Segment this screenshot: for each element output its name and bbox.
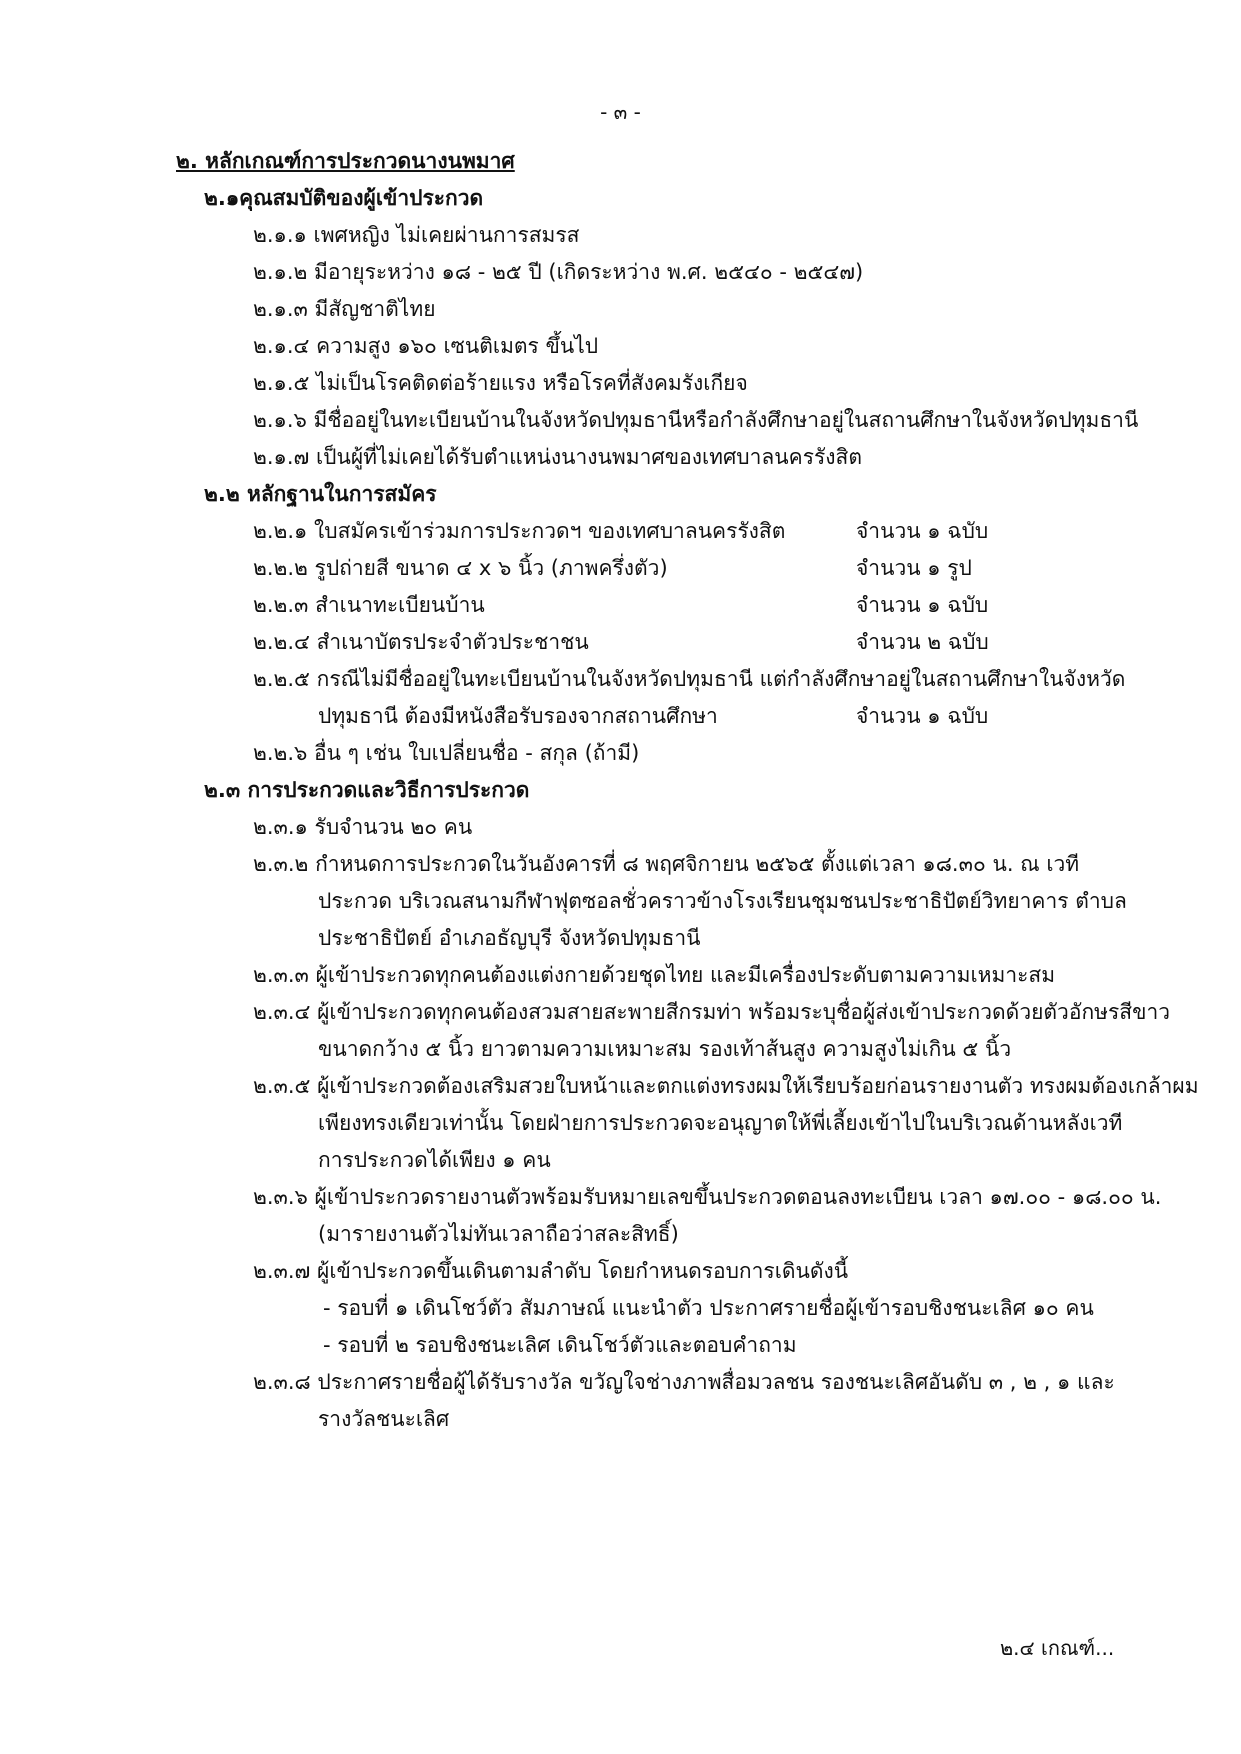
list-item: ๒.๑.๗ เป็นผู้ที่ไม่เคยได้รับตำแหน่งนางนพมาศของเทศบาลนครรังสิต	[253, 445, 862, 469]
list-item: ๒.๓.๑ รับจำนวน ๒๐ คน	[253, 815, 473, 839]
list-item: ๒.๑.๔ ความสูง ๑๖๐ เซนติเมตร ขึ้นไป	[253, 334, 599, 358]
document-item-continuation: ปทุมธานี ต้องมีหนังสือรับรองจากสถานศึกษา	[318, 704, 718, 728]
round-item: - รอบที่ ๒ รอบชิงชนะเลิศ เดินโชว์ตัวและตอบคำถาม	[323, 1333, 797, 1357]
document-quantity: จำนวน ๑ ฉบับ	[856, 704, 989, 728]
list-item-continuation: เพียงทรงเดียวเท่านั้น โดยฝ่ายการประกวดจะอนุญาตให้พี่เลี้ยงเข้าไปในบริเวณด้านหลังเวที	[318, 1111, 1123, 1135]
list-item-continuation: ขนาดกว้าง ๕ นิ้ว ยาวตามความเหมาะสม รองเท้าส้นสูง ความสูงไม่เกิน ๕ นิ้ว	[318, 1037, 1012, 1061]
document-quantity: จำนวน ๒ ฉบับ	[856, 630, 989, 654]
document-item: ๒.๒.๒ รูปถ่ายสี ขนาด ๔ x ๖ นิ้ว (ภาพครึ่งตัว)	[253, 556, 668, 580]
list-item: ๒.๓.๘ ประกาศรายชื่อผู้ได้รับรางวัล ขวัญใจช่างภาพสื่อมวลชน รองชนะเลิศอันดับ ๓ , ๒ , ๑ และ	[253, 1370, 1115, 1394]
round-item: - รอบที่ ๑ เดินโชว์ตัว สัมภาษณ์ แนะนำตัว ประกาศรายชื่อผู้เข้ารอบชิงชนะเลิศ ๑๐ คน	[323, 1296, 1094, 1320]
heading-2-1: ๒.๑คุณสมบัติของผู้เข้าประกวด	[204, 186, 484, 210]
document-item: ๒.๒.๑ ใบสมัครเข้าร่วมการประกวดฯ ของเทศบาลนครรังสิต	[253, 519, 786, 543]
list-item-continuation: การประกวดได้เพียง ๑ คน	[318, 1148, 551, 1172]
list-item: ๒.๑.๒ มีอายุระหว่าง ๑๘ - ๒๕ ปี (เกิดระหว่าง พ.ศ. ๒๕๔๐ - ๒๕๔๗)	[253, 260, 864, 284]
page-number: - ๓ -	[600, 100, 641, 124]
document-item: ๒.๒.๕ กรณีไม่มีชื่ออยู่ในทะเบียนบ้านในจังหวัดปทุมธานี แต่กำลังศึกษาอยู่ในสถานศึกษาในจังหวัด	[253, 667, 1126, 691]
section-title: ๒. หลักเกณฑ์การประกวดนางนพมาศ	[176, 149, 515, 173]
footer-continuation: ๒.๔ เกณฑ์...	[1000, 1636, 1115, 1660]
list-item-continuation: (มารายงานตัวไม่ทันเวลาถือว่าสละสิทธิ์)	[318, 1222, 679, 1246]
list-item-continuation: ประชาธิปัตย์ อำเภอธัญบุรี จังหวัดปทุมธานี	[318, 926, 701, 950]
list-item: ๒.๓.๔ ผู้เข้าประกวดทุกคนต้องสวมสายสะพายสีกรมท่า พร้อมระบุชื่อผู้ส่งเข้าประกวดด้วยตัวอักษรสีขาว	[253, 1000, 1171, 1024]
list-item: ๒.๓.๓ ผู้เข้าประกวดทุกคนต้องแต่งกายด้วยชุดไทย และมีเครื่องประดับตามความเหมาะสม	[253, 963, 1056, 987]
list-item: ๒.๓.๕ ผู้เข้าประกวดต้องเสริมสวยใบหน้าและตกแต่งทรงผมให้เรียบร้อยก่อนรายงานตัว ทรงผมต้องเกล้าผม	[253, 1074, 1199, 1098]
list-item: ๒.๑.๖ มีชื่ออยู่ในทะเบียนบ้านในจังหวัดปทุมธานีหรือกำลังศึกษาอยู่ในสถานศึกษาในจังหวัดปทุมธานี	[253, 408, 1139, 432]
document-item: ๒.๒.๓ สำเนาทะเบียนบ้าน	[253, 593, 485, 617]
list-item-continuation: ประกวด บริเวณสนามกีฬาฟุตซอลชั่วคราวข้างโรงเรียนชุมชนประชาธิปัตย์วิทยาคาร ตำบล	[318, 889, 1127, 913]
list-item: ๒.๑.๑ เพศหญิง ไม่เคยผ่านการสมรส	[253, 223, 580, 247]
document-quantity: จำนวน ๑ รูป	[856, 556, 972, 580]
heading-2-3: ๒.๓ การประกวดและวิธีการประกวด	[204, 778, 530, 802]
list-item: ๒.๓.๒ กำหนดการประกวดในวันอังคารที่ ๘ พฤศจิกายน ๒๕๖๕ ตั้งแต่เวลา ๑๘.๓๐ น. ณ เวที	[253, 852, 1080, 876]
document-quantity: จำนวน ๑ ฉบับ	[856, 519, 989, 543]
document-quantity: จำนวน ๑ ฉบับ	[856, 593, 989, 617]
list-item: ๒.๑.๓ มีสัญชาติไทย	[253, 297, 436, 321]
list-item: ๒.๑.๕ ไม่เป็นโรคติดต่อร้ายแรง หรือโรคที่สังคมรังเกียจ	[253, 371, 748, 395]
document-item: ๒.๒.๖ อื่น ๆ เช่น ใบเปลี่ยนชื่อ - สกุล (ถ้ามี)	[253, 741, 640, 765]
document-item: ๒.๒.๔ สำเนาบัตรประจำตัวประชาชน	[253, 630, 589, 654]
list-item-continuation: รางวัลชนะเลิศ	[318, 1407, 450, 1431]
heading-2-2: ๒.๒ หลักฐานในการสมัคร	[204, 482, 437, 506]
list-item: ๒.๓.๗ ผู้เข้าประกวดขึ้นเดินตามลำดับ โดยกำหนดรอบการเดินดังนี้	[253, 1259, 849, 1283]
list-item: ๒.๓.๖ ผู้เข้าประกวดรายงานตัวพร้อมรับหมายเลขขึ้นประกวดตอนลงทะเบียน เวลา ๑๗.๐๐ - ๑๘.๐๐ น.	[253, 1185, 1162, 1209]
